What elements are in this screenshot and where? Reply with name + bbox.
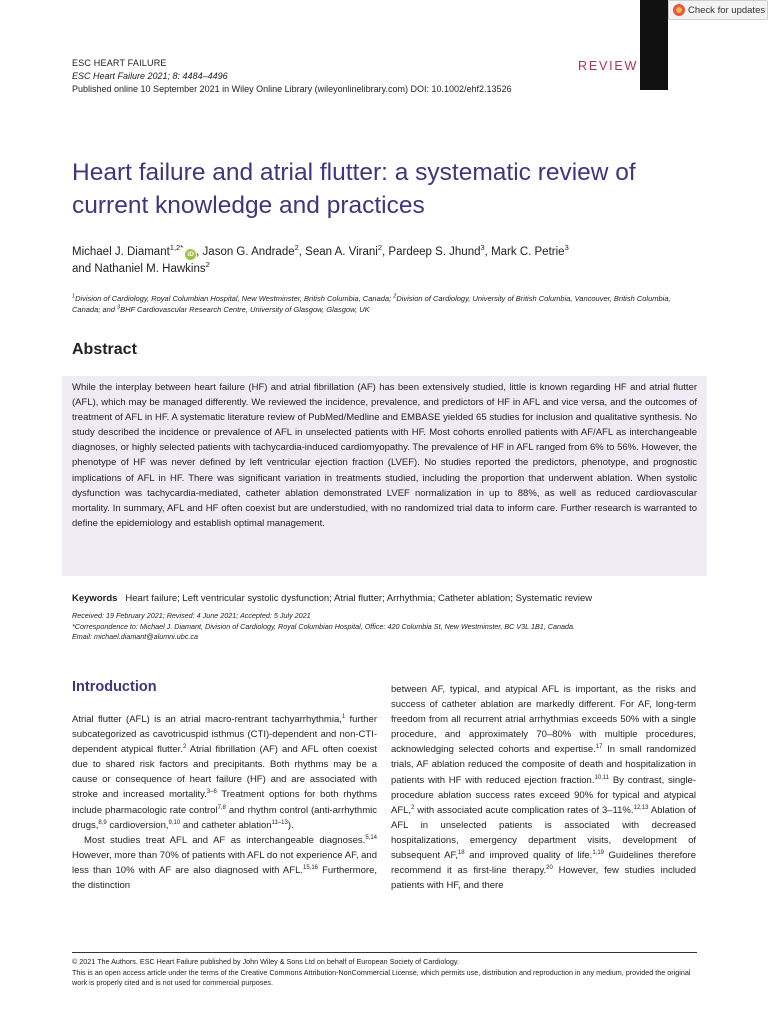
affiliation-text: Division of Cardiology, University of British Columbia, Vancouver, British Columbia, Canada; and — [72, 294, 671, 314]
affiliations — [72, 293, 697, 315]
abstract-heading: Abstract — [72, 341, 137, 358]
abstract-text: While the interplay between heart failure (HF) and atrial fibrillation (AF) has been extensively studied, little is known regarding HF and atrial flutter (AFL), which may be managed differently. We reviewed the incidence, prevalence, and predictors of HF in AFL and vice versa, and the outcomes of treatment of AFL in HF. A systematic literature review of PubMed/Medline and EMBASE yielded 65 studies for inclusion and qualitative synthesis. No study described the incidence or prevalence of AFL in unselected patients with HF. Most cohorts enrolled patients with AF/AFL as interchangeable diagnoses, or highly selected patients with tachycardia-induced cardiomyopathy. The prevalence of HF in AFL ranged from 6% to 56%. However, the phenotype of HF was never defined by left ventricular ejection fraction (LVEF). No studies reported the predictors, phenotype, and prognostic implications of AFL in HF. There was significant variation in treatments studied, including the proportion that underwent ablation. When systolic dysfunction was tachycardia-mediated, catheter ablation demonstrated LVEF normalization in up to 88%, as well as reduced cardiovascular mortality. In summary, AFL and HF often coexist but are understudied, with no randomized trial data to inform care. Further research is warranted to define the epidemiology and establish optimal management. — [72, 382, 697, 529]
crossmark-icon — [673, 4, 685, 16]
journal-header — [72, 57, 642, 96]
author-affiliation-marker: 2 — [205, 260, 210, 270]
keywords — [72, 592, 712, 605]
author-list: Michael J. Diamant$^{1,2*}$iD , Jason G. Andrade$^2$, Sean A. Virani$^2$, Pardeep S. Jhund$^3$, Mark C. Petrie$^3$ and Nathaniel M. Hawkins$^2$ — [72, 243, 569, 275]
copyright-notice: © 2021 The Authors. ESC Heart Failure published by John Wiley & Sons Ltd on behalf of European Society of Cardiology. — [72, 957, 459, 966]
introduction-heading: Introduction — [72, 679, 157, 695]
author-affiliation-marker: 3 — [564, 243, 569, 253]
orcid-icon[interactable]: iD — [185, 249, 196, 260]
intro-paragraph: Most studies treat AFL and AF as interchangeable diagnoses.$^{5,14}$ However, more than 70% of patients with AFL do not experience AF, and less than 10% with AF are also diagnosed with AFL.$^{15,16}$ Furthermore, the distinction — [72, 834, 377, 892]
article-title: Heart failure and atrial flutter: a systematic review of current knowledge and practices — [72, 159, 636, 219]
correspondence-email: Email: michael.diamant@alumni.ubc.ca — [72, 632, 198, 641]
intro-column-right — [391, 682, 696, 893]
footer-divider — [72, 952, 697, 953]
affiliation-marker: 1 — [72, 293, 76, 300]
intro-paragraph: between AF, typical, and atypical AFL is important, as the risks and success of catheter ablation are markedly different. For AF, long-term freedom from all recurrent atrial arrhythmias exceeds 50% with a single procedure, and approximately 70–80% with multiple procedures, acknowledging selected cohorts and expertise.$^{17}$ In small randomized trials, AF ablation reduced the composite of death and hospitalization in patients with HF with reduced ejection fraction.$^{10,11}$ By contrast, single-procedure ablation success rates exceed 90% for typical and atypical AFL,$^2$ with associated acute complication rates of 3–11%.$^{12,13}$ Ablation of AFL in unselected patients is associated with decreased hospitalizations, emergency department visits, development of subsequent AF,$^{18}$ and improved quality of life.$^{1,19}$ Guidelines therefore recommend it as first-line therapy.$^{20}$ However, few studies included patients with HF, and there — [391, 684, 697, 892]
affiliation-marker: 2 — [393, 293, 397, 300]
intro-paragraph: Atrial flutter (AFL) is an atrial macro-rentrant tachyarrhythmia,$^1$ further subcategorized as cavotricuspid isthmus (CTI)-dependent and non-CTI-dependent atypical flutter.$^2$ Atrial fibrillation (AF) and AFL often coexist due to shared risk factors and precipitants. Both rhythms may be a cause or consequence of heart failure (HF) and are associated with stroke and increased mortality.$^{3-6}$ Treatment options for both rhythms include pharmacologic rate control$^{7,8}$ and rhythm control (anti-arrhythmic drugs,$^{8,9}$ cardioversion,$^{9,10}$ and catheter ablation$^{11-13}$). — [72, 713, 377, 831]
received-dates: Received: 19 February 2021; Revised: 4 June 2021; Accepted: 5 July 2021 — [72, 611, 311, 620]
correspondence: *Correspondence to: Michael J. Diamant, Division of Cardiology, Royal Columbian Hospital, Office: 420 Columbia St, New Westminster, BC V3L 1B1, Canada. — [72, 621, 575, 631]
author-affiliation-marker: 1,2* — [169, 243, 184, 253]
check-for-updates-label: Check for updates — [688, 4, 766, 16]
author-name: Nathaniel M. Hawkins — [94, 263, 206, 275]
author-affiliation-marker: 3 — [480, 243, 485, 253]
publication-info: Published online 10 September 2021 in Wiley Online Library (wileyonlinelibrary.com) DOI: 10.1002/ehf2.13526 — [72, 84, 512, 94]
author-affiliation-marker: 2 — [377, 243, 383, 253]
article-meta — [72, 611, 712, 643]
journal-citation: ESC Heart Failure 2021; 8: 4484–4496 — [72, 71, 228, 81]
affiliation-text: BHF Cardiovascular Research Centre, University of Glasgow, Glasgow, UK — [120, 305, 370, 314]
author-name: Mark C. Petrie — [491, 246, 565, 258]
keywords-label: Keywords — [72, 593, 118, 604]
intro-column-left — [72, 712, 377, 893]
author-name: Jason G. Andrade — [202, 246, 295, 258]
author-name: Pardeep S. Jhund — [388, 246, 481, 258]
journal-corner-tab — [640, 0, 668, 90]
affiliation-marker: 3 — [117, 304, 121, 311]
affiliation-text: Division of Cardiology, Royal Columbian Hospital, New Westminster, British Columbia, Canada; — [75, 294, 394, 303]
article-type-label: REVIEW — [578, 59, 639, 73]
author-name: Michael J. Diamant — [72, 246, 170, 258]
keywords-text: Heart failure; Left ventricular systolic dysfunction; Atrial flutter; Arrhythmia; Catheter ablation; Systematic review — [125, 593, 593, 604]
author-name: Sean A. Virani — [305, 246, 378, 258]
abstract-box — [62, 376, 707, 576]
page-footer — [72, 957, 697, 989]
check-for-updates-button[interactable] — [668, 0, 768, 20]
journal-name: ESC HEART FAILURE — [72, 58, 167, 68]
author-affiliation-marker: 2 — [294, 243, 299, 253]
license-notice: This is an open access article under the terms of the Creative Commons Attribution-NonCommercial License, which permits use, distribution and reproduction in any medium, provided the original work is properly cited and is not used for commercial purposes. — [72, 967, 691, 987]
